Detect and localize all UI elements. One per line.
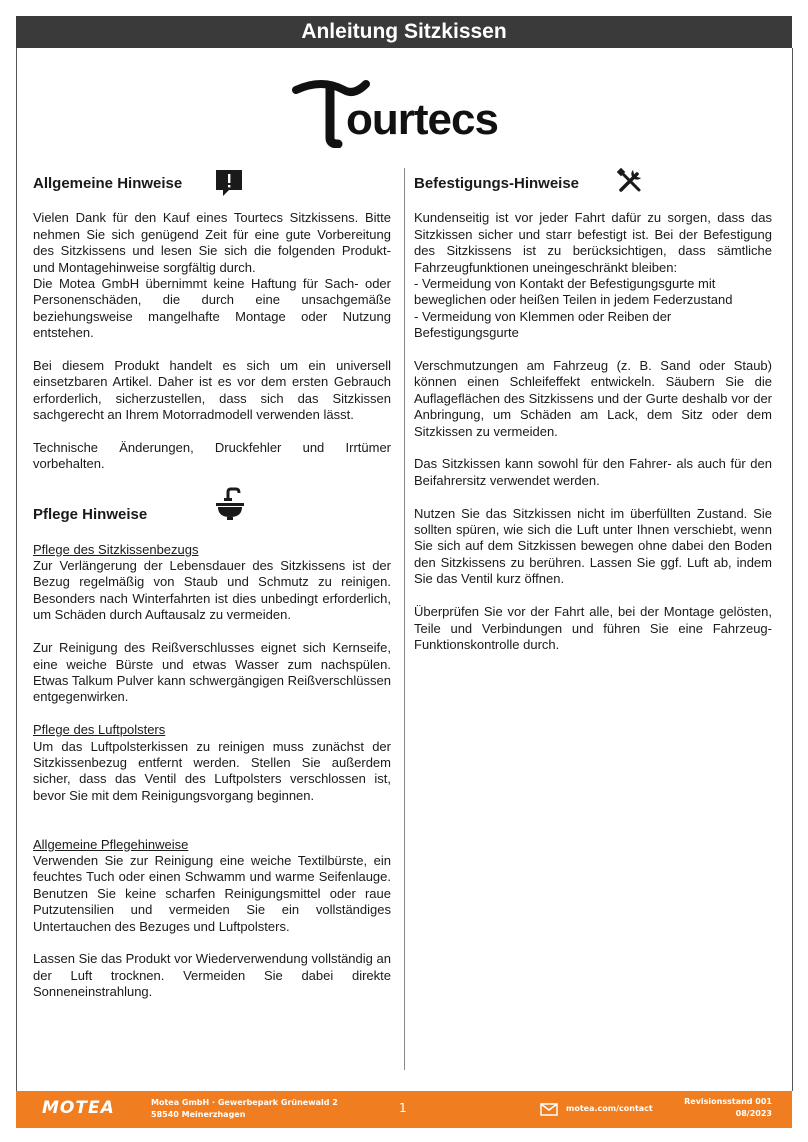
subheading: Pflege des Sitzkissenbezugs — [33, 541, 199, 557]
mail-icon — [540, 1103, 558, 1116]
motea-logo: MOTEA — [42, 1098, 115, 1118]
paragraph: Zur Verlängerung der Lebensdauer des Sitzkissens ist der Bezug regelmäßig von Staub und Schmutz zu reinigen. Besonders nach Winterfahrten ist dies unbedingt erforderlich, um Schäden durch Auftausalz zu vermeiden. — [33, 558, 391, 623]
bullet-item: - Vermeidung von Klemmen oder Reiben der Befestigungsgurte — [414, 308, 672, 341]
paragraph: Vielen Dank für den Kauf eines Tourtecs Sitzkissens. Bitte nehmen Sie sich genügend Zeit für eine gute Vorbereitung des Sitzkissens und lesen Sie sich die folgenden Produkt- und Montagehinweise sorgfältig durch. — [33, 210, 391, 275]
footer-bar — [16, 1091, 792, 1128]
column-divider — [404, 168, 405, 1070]
revision-info: Revisionsstand 001 08/2023 — [684, 1097, 772, 1118]
paragraph: Überprüfen Sie vor der Fahrt alle, bei der Montage gelösten, Teile und Verbindungen und führen Sie eine Fahrzeug-Funktionskontrolle durch. — [414, 604, 772, 652]
section-heading-mounting: Befestigungs-Hinweise — [414, 176, 772, 192]
alert-speech-icon — [214, 168, 244, 198]
subheading: Allgemeine Pflegehinweise — [33, 836, 189, 852]
page-number: 1 — [399, 1101, 407, 1115]
paragraph: Verschmutzungen am Fahrzeug (z. B. Sand oder Staub) können einen Schleifeffekt entwickeln. Säubern Sie die Auflageflächen des Sitzkissens und der Gurte deshalb vor der Anbringung, um Schäden am Lack, dem Sitz oder dem Sitzkissen zu vermeiden. — [414, 358, 772, 439]
sink-faucet-icon — [214, 487, 246, 521]
contact-link[interactable]: motea.com/contact — [566, 1104, 653, 1113]
company-address: Motea GmbH · Gewerbepark Grünewald 2 58540 Meinerzhagen — [151, 1098, 338, 1119]
svg-text:ourtecs: ourtecs — [346, 95, 498, 144]
left-column — [33, 168, 391, 1017]
paragraph: Bei diesem Produkt handelt es sich um ein universell einsetzbaren Artikel. Daher ist es vor dem ersten Gebrauch erforderlich, sicherzustellen, dass sich das Sitzkissen sachgerecht an Ihrem Motorradmodell verwenden lässt. — [33, 358, 391, 423]
page-title: Anleitung Sitzkissen — [16, 16, 792, 48]
section-heading-care: Pflege Hinweise — [33, 507, 391, 523]
tourtecs-logo — [292, 72, 516, 148]
paragraph: Technische Änderungen, Druckfehler und Irrtümer vorbehalten. — [33, 440, 391, 472]
right-column — [414, 168, 772, 670]
section-heading-general: Allgemeine Hinweise — [33, 176, 391, 192]
paragraph: Kundenseitig ist vor jeder Fahrt dafür zu sorgen, dass das Sitzkissen sicher und starr befestigt ist. Bei der Befestigung des Sitzkissens ist zu berücksichtigen, dass sämtliche Fahrzeugfunktionen uneingeschränkt bleiben: — [414, 210, 772, 275]
subheading: Pflege des Luftpolsters — [33, 722, 166, 738]
paragraph: Nutzen Sie das Sitzkissen nicht im überfüllten Zustand. Sie sollten spüren, wie sich die Luft unter Ihnen verschiebt, wenn Sie sich auf dem Sitzkissen bewegen ohne dabei den Boden den Sitzkissens zu berühren. Lassen Sie ggf. Luft ab, indem Sie das Ventil kurz öffnen. — [414, 505, 772, 587]
bullet-item: - Vermeidung von Kontakt der Befestigungsgurte mit beweglichen oder heißen Teilen in jedem Federzustand — [414, 276, 733, 308]
paragraph: Verwenden Sie zur Reinigung eine weiche Textilbürste, ein feuchtes Tuch oder einen Schwamm und warme Seifenlauge. Benutzen Sie keine scharfen Reinigungsmittel oder raue Putzutensilien und vermeiden Sie ein vollständiges Untertauchen des Bezuges und Luftpolsters. — [33, 852, 391, 934]
paragraph: Lassen Sie das Produkt vor Wiederverwendung vollständig an der Luft trocknen. Vermeiden Sie dabei direkte Sonneneinstrahlung. — [33, 951, 391, 1000]
paragraph: Die Motea GmbH übernimmt keine Haftung für Sach- oder Personenschäden, die durch eine unsachgemäße beziehungsweise mangelhafte Montage oder Nutzung entstehen. — [33, 276, 391, 341]
paragraph: Das Sitzkissen kann sowohl für den Fahrer- als auch für den Beifahrersitz verwendet werden. — [414, 456, 772, 488]
paragraph: Zur Reinigung des Reißverschlusses eignet sich Kernseife, eine weiche Bürste und etwas Wasser zum nachspülen. Etwas Talkum Pulver kann schwergängigen Reißverschlüssen entgegenwirken. — [33, 640, 391, 705]
paragraph: Um das Luftpolsterkissen zu reinigen muss zunächst der Sitzkissenbezug entfernt werden. Stellen Sie außerdem sicher, dass das Ventil des Luftpolsters verschlossen ist, bevor Sie mit dem Reinigungsvorgang beginnen. — [33, 738, 391, 803]
tools-icon — [617, 168, 643, 194]
